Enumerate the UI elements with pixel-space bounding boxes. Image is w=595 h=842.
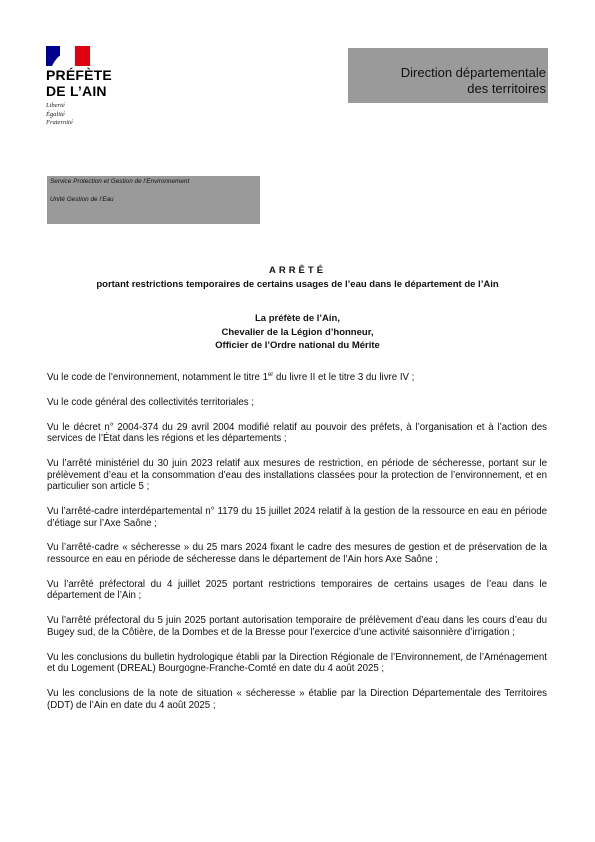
unit-name: Unité Gestion de l’Eau [50, 196, 114, 203]
logo-title-line1: PRÉFÈTE [46, 67, 112, 83]
visa-paragraph: Vu l’arrêté-cadre « sécheresse » du 25 mars 2024 fixant le cadre des mesures de gestion et de préservation de la ressource en eau en période de sécheresse dans le département de l’Ain hors Axe Saône ; [47, 542, 547, 565]
motto-fraternite: Fraternité [46, 119, 73, 126]
ddt-line1: Direction départementale [400, 65, 546, 80]
service-name: Service Protection et Gestion de l’Environnement [50, 178, 190, 185]
motto-liberte: Liberté [46, 102, 65, 109]
arrete-subtitle: portant restrictions temporaires de certains usages de l’eau dans le département de l’Ain [96, 279, 499, 290]
superscript: er [267, 372, 274, 378]
arrete-heading: ARRÊTÉ [268, 265, 327, 276]
document-body [47, 372, 547, 724]
logo-title-line2: DE L’AIN [46, 83, 107, 99]
motto-egalite: Égalité [46, 110, 65, 118]
ddt-line2: des territoires [467, 81, 546, 96]
signatory-line3: Officier de l’Ordre national du Mérite [215, 340, 380, 351]
ddt-header-box [348, 48, 548, 103]
visa-paragraph: Vu l’arrêté préfectoral du 5 juin 2025 portant autorisation temporaire de prélèvement d’eau dans les cours d’eau du Bugey sud, de la Côtière, de la Dombes et de la Bresse pour l’exercice d’une activité saisonnière d’irrigation ; [47, 615, 547, 638]
visa-paragraph: Vu l’arrêté ministériel du 30 juin 2023 relatif aux mesures de restriction, en période de sécheresse, portant sur le prélèvement d’eau et la consommation d’eau des installations classées pour la protection de l’environnement, et en particulier son article 5 ; [47, 458, 547, 493]
visa-paragraph: Vu le décret n° 2004-374 du 29 avril 2004 modifié relatif au pouvoir des préfets, à l’organisation et à l’action des services de l’État dans les régions et les départements ; [47, 421, 547, 445]
visa-text: du livre II et le titre 3 du livre IV ; [273, 372, 415, 383]
visa-paragraph: Vu l’arrêté-cadre interdépartemental n° 1179 du 15 juillet 2024 relatif à la gestion de la ressource en eau en période d’étiage sur l’Axe Saône ; [47, 506, 547, 529]
marianne-flag-icon [46, 46, 90, 66]
prefecture-logo [46, 46, 126, 128]
signatory-line2: Chevalier de la Légion d’honneur, [221, 326, 374, 338]
visa-paragraph [47, 372, 547, 384]
republic-motto [46, 102, 126, 128]
visa-text: Vu le code de l’environnement, notamment le titre 1 [47, 372, 268, 383]
visa-paragraph: Vu les conclusions du bulletin hydrologique établi par la Direction Régionale de l’Environnement, de l’Aménagement et du Logement (DREAL) Bourgogne-Franche-Comté en date du 4 août 2025 ; [47, 651, 547, 675]
document-title [0, 264, 595, 291]
visa-paragraph: Vu les conclusions de la note de situation « sécheresse » établie par la Direction Départementale des Territoires (DDT) de l’Ain en date du 4 août 2025 ; [47, 688, 547, 711]
signatory-block [0, 312, 595, 353]
visa-paragraph: Vu le code général des collectivités territoriales ; [47, 396, 254, 408]
service-box [47, 176, 260, 224]
visa-paragraph: Vu l’arrêté préfectoral du 4 juillet 2025 portant restrictions temporaires de certains usages de l’eau dans le département de l’Ain ; [47, 578, 547, 602]
signatory-line1: La préfète de l’Ain, [255, 313, 340, 324]
